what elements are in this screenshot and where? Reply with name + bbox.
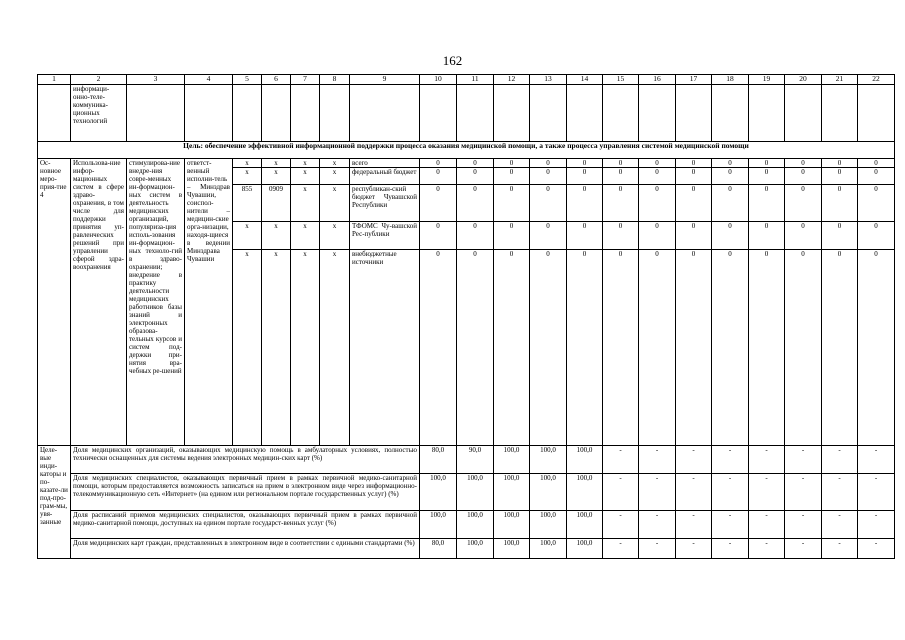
value-cell: - bbox=[749, 474, 785, 511]
value-cell: - bbox=[712, 511, 749, 539]
cell: x bbox=[233, 250, 262, 446]
column-number: 11 bbox=[457, 75, 494, 85]
value-cell: 0 bbox=[494, 250, 530, 446]
value-cell: 0 bbox=[457, 159, 494, 168]
value-cell: 0 bbox=[822, 159, 858, 168]
column-number: 20 bbox=[785, 75, 822, 85]
value-cell: 100,0 bbox=[457, 511, 494, 539]
value-cell: 0 bbox=[676, 222, 712, 250]
cell bbox=[350, 85, 420, 142]
funding-source: федеральный бюджет bbox=[350, 168, 420, 185]
value-cell: 0 bbox=[457, 168, 494, 185]
value-cell: 0 bbox=[822, 222, 858, 250]
cell bbox=[494, 85, 530, 142]
column-number: 10 bbox=[420, 75, 457, 85]
value-cell: 0 bbox=[494, 159, 530, 168]
measure-label: Ос-новное меро-прия-тие 4 bbox=[38, 159, 71, 446]
value-cell: 0 bbox=[457, 250, 494, 446]
value-cell: - bbox=[639, 539, 676, 559]
column-number: 6 bbox=[262, 75, 291, 85]
value-cell: 0 bbox=[603, 185, 639, 222]
value-cell: 0 bbox=[457, 185, 494, 222]
value-cell: 0 bbox=[420, 250, 457, 446]
cell bbox=[185, 85, 233, 142]
value-cell: - bbox=[639, 446, 676, 474]
value-cell: - bbox=[749, 539, 785, 559]
column-number: 3 bbox=[127, 75, 185, 85]
value-cell: 0 bbox=[420, 185, 457, 222]
value-cell: - bbox=[676, 539, 712, 559]
column-number: 19 bbox=[749, 75, 785, 85]
value-cell: 100,0 bbox=[420, 474, 457, 511]
column-number: 17 bbox=[676, 75, 712, 85]
value-cell: - bbox=[785, 446, 822, 474]
value-cell: 80,0 bbox=[420, 539, 457, 559]
funding-source: ТФОМС Чу-вашской Рес-публики bbox=[350, 222, 420, 250]
value-cell: - bbox=[712, 474, 749, 511]
value-cell: - bbox=[858, 446, 895, 474]
value-cell: - bbox=[822, 539, 858, 559]
value-cell: 0 bbox=[603, 250, 639, 446]
value-cell: 100,0 bbox=[567, 474, 603, 511]
indicator-text: Доля медицинских карт граждан, представленных в электронном виде в соответствии с едиными стандартами (%) bbox=[71, 539, 420, 559]
value-cell: - bbox=[785, 511, 822, 539]
goal-text: Цель: обеспечение эффективной информационной поддержки процесса оказания медицинской помощи, а также процесса управления системой медицинской помощи bbox=[38, 142, 895, 159]
value-cell: 0 bbox=[712, 222, 749, 250]
cell: 0909 bbox=[262, 185, 291, 222]
page-number: 162 bbox=[442, 53, 463, 68]
value-cell: 0 bbox=[603, 222, 639, 250]
value-cell: 0 bbox=[494, 168, 530, 185]
cell: x bbox=[291, 222, 320, 250]
cell bbox=[291, 85, 320, 142]
cell bbox=[127, 85, 185, 142]
cell: 855 bbox=[233, 185, 262, 222]
measure-name: Использова-ние инфор-мационных систем в сфере здраво-охранения, в том числе для поддержки принятия уп-равленческих решений при управлении сферой здра-воохранения bbox=[71, 159, 127, 446]
value-cell: - bbox=[603, 446, 639, 474]
value-cell: - bbox=[676, 511, 712, 539]
value-cell: 0 bbox=[749, 222, 785, 250]
value-cell: 0 bbox=[712, 159, 749, 168]
value-cell: 100,0 bbox=[457, 539, 494, 559]
value-cell: - bbox=[712, 446, 749, 474]
funding-source: всего bbox=[350, 159, 420, 168]
value-cell: 0 bbox=[785, 250, 822, 446]
value-cell: - bbox=[676, 446, 712, 474]
value-cell: 0 bbox=[749, 250, 785, 446]
program-table bbox=[37, 74, 895, 559]
value-cell: 100,0 bbox=[530, 539, 567, 559]
value-cell: 0 bbox=[858, 250, 895, 446]
value-cell: 0 bbox=[530, 159, 567, 168]
cell: x bbox=[320, 222, 350, 250]
value-cell: 0 bbox=[639, 168, 676, 185]
cell bbox=[420, 85, 457, 142]
value-cell: 100,0 bbox=[420, 511, 457, 539]
value-cell: 0 bbox=[858, 168, 895, 185]
value-cell: 100,0 bbox=[567, 539, 603, 559]
cell bbox=[712, 85, 749, 142]
value-cell: 0 bbox=[420, 168, 457, 185]
value-cell: 0 bbox=[712, 250, 749, 446]
value-cell: 100,0 bbox=[494, 511, 530, 539]
indicator-row bbox=[38, 511, 895, 539]
value-cell: - bbox=[749, 446, 785, 474]
value-cell: - bbox=[749, 511, 785, 539]
value-cell: 100,0 bbox=[494, 539, 530, 559]
value-cell: 0 bbox=[785, 185, 822, 222]
cell: x bbox=[320, 185, 350, 222]
cell bbox=[749, 85, 785, 142]
value-cell: 0 bbox=[494, 222, 530, 250]
value-cell: - bbox=[822, 474, 858, 511]
value-cell: 100,0 bbox=[530, 511, 567, 539]
cell bbox=[785, 85, 822, 142]
column-number: 5 bbox=[233, 75, 262, 85]
cell: x bbox=[291, 168, 320, 185]
value-cell: - bbox=[858, 511, 895, 539]
value-cell: 0 bbox=[749, 168, 785, 185]
cell: x bbox=[320, 159, 350, 168]
value-cell: 0 bbox=[567, 250, 603, 446]
cell bbox=[457, 85, 494, 142]
value-cell: 0 bbox=[676, 168, 712, 185]
cell: x bbox=[233, 159, 262, 168]
value-cell: 0 bbox=[822, 168, 858, 185]
value-cell: 0 bbox=[822, 250, 858, 446]
column-number: 1 bbox=[38, 75, 71, 85]
cell bbox=[530, 85, 567, 142]
cell: x bbox=[291, 250, 320, 446]
value-cell: 0 bbox=[676, 185, 712, 222]
value-cell: 0 bbox=[567, 168, 603, 185]
value-cell: 0 bbox=[420, 159, 457, 168]
value-cell: 100,0 bbox=[457, 474, 494, 511]
value-cell: 0 bbox=[749, 185, 785, 222]
value-cell: 0 bbox=[858, 222, 895, 250]
cell: x bbox=[233, 168, 262, 185]
column-number: 7 bbox=[291, 75, 320, 85]
measure-description: стимулирова-ние внедре-ния совре-менных ин-формацион-ных систем в деятельность медицинских организаций, популяриза-ция исполь-зования ин-формацион-ных техноло-гий в здраво-охранении; внедрение в практику деятельности медицинских работников базы знаний и электронных образова-тельных курсов и систем под-держки при-нятия вра-чебных ре-шений bbox=[127, 159, 185, 446]
cell: x bbox=[320, 250, 350, 446]
value-cell: 0 bbox=[530, 168, 567, 185]
value-cell: 100,0 bbox=[530, 474, 567, 511]
value-cell: 0 bbox=[676, 159, 712, 168]
table-row bbox=[38, 85, 895, 142]
cell bbox=[822, 85, 858, 142]
value-cell: 0 bbox=[603, 168, 639, 185]
cell bbox=[233, 85, 262, 142]
value-cell: - bbox=[603, 511, 639, 539]
value-cell: - bbox=[676, 474, 712, 511]
value-cell: 80,0 bbox=[420, 446, 457, 474]
value-cell: - bbox=[603, 539, 639, 559]
column-number: 12 bbox=[494, 75, 530, 85]
value-cell: - bbox=[785, 539, 822, 559]
cell bbox=[262, 85, 291, 142]
column-number: 9 bbox=[350, 75, 420, 85]
value-cell: - bbox=[603, 474, 639, 511]
value-cell: - bbox=[712, 539, 749, 559]
cell bbox=[676, 85, 712, 142]
cell bbox=[858, 85, 895, 142]
indicator-text: Доля медицинских специалистов, оказывающих первичный прием в рамках первичной медико-санитарной помощи, которым предоставляется возможность записаться на прием в электронном виде через информационно-телекоммуникационную сеть «Интернет» (на едином или региональном портале государственных услуг) (%) bbox=[71, 474, 420, 511]
value-cell: 0 bbox=[567, 185, 603, 222]
value-cell: 0 bbox=[676, 250, 712, 446]
cell: x bbox=[291, 185, 320, 222]
cell: x bbox=[262, 168, 291, 185]
value-cell: - bbox=[639, 511, 676, 539]
value-cell: 100,0 bbox=[494, 446, 530, 474]
value-cell: 0 bbox=[494, 185, 530, 222]
value-cell: 0 bbox=[785, 159, 822, 168]
cell bbox=[320, 85, 350, 142]
value-cell: 0 bbox=[785, 222, 822, 250]
value-cell: - bbox=[785, 474, 822, 511]
cell: x bbox=[262, 222, 291, 250]
column-number: 8 bbox=[320, 75, 350, 85]
indicator-text: Доля медицинских организаций, оказывающих медицинскую помощь в амбулаторных условиях, полностью технически оснащенных для системы ведения электронных медицин-ских карт (%) bbox=[71, 446, 420, 474]
value-cell: - bbox=[822, 446, 858, 474]
value-cell: 0 bbox=[567, 159, 603, 168]
cell: x bbox=[262, 250, 291, 446]
cell: x bbox=[262, 159, 291, 168]
column-number: 15 bbox=[603, 75, 639, 85]
value-cell: 0 bbox=[639, 222, 676, 250]
cell bbox=[38, 85, 71, 142]
value-cell: 0 bbox=[603, 159, 639, 168]
value-cell: 0 bbox=[567, 222, 603, 250]
column-number: 22 bbox=[858, 75, 895, 85]
value-cell: 0 bbox=[712, 185, 749, 222]
value-cell: 0 bbox=[530, 222, 567, 250]
cell: x bbox=[233, 222, 262, 250]
value-cell: 100,0 bbox=[567, 446, 603, 474]
value-cell: 0 bbox=[530, 185, 567, 222]
cell: информаци-онно-теле-коммуника-ционных технологий bbox=[71, 85, 127, 142]
column-number: 13 bbox=[530, 75, 567, 85]
goal-row bbox=[38, 142, 895, 159]
indicator-row bbox=[38, 474, 895, 511]
value-cell: 0 bbox=[639, 250, 676, 446]
cell: x bbox=[320, 168, 350, 185]
cell: x bbox=[291, 159, 320, 168]
funding-source: республикан-ский бюджет Чувашской Республики bbox=[350, 185, 420, 222]
value-cell: 0 bbox=[639, 185, 676, 222]
indicator-row bbox=[38, 446, 895, 474]
column-number: 4 bbox=[185, 75, 233, 85]
value-cell: 0 bbox=[858, 159, 895, 168]
value-cell: 90,0 bbox=[457, 446, 494, 474]
value-cell: 0 bbox=[749, 159, 785, 168]
value-cell: 100,0 bbox=[567, 511, 603, 539]
table-row bbox=[38, 159, 895, 168]
value-cell: 0 bbox=[530, 250, 567, 446]
column-number: 21 bbox=[822, 75, 858, 85]
value-cell: - bbox=[858, 539, 895, 559]
funding-source: внебюджетные источники bbox=[350, 250, 420, 446]
indicators-label: Целе-вые инди-каторы и по-казате-ли под-про-грам-мы, увя-занные bbox=[38, 446, 71, 559]
cell bbox=[603, 85, 639, 142]
value-cell: 100,0 bbox=[494, 474, 530, 511]
value-cell: 0 bbox=[457, 222, 494, 250]
column-number: 14 bbox=[567, 75, 603, 85]
column-number: 2 bbox=[71, 75, 127, 85]
value-cell: 100,0 bbox=[530, 446, 567, 474]
responsible-executor: ответст-венный исполни-тель – Минздрав Чувашии, соиспол-нители – медицин-ские орга-низации, находя-щиеся в ведении Минздрава Чувашии bbox=[185, 159, 233, 446]
value-cell: - bbox=[822, 511, 858, 539]
column-number-row bbox=[38, 75, 895, 85]
value-cell: - bbox=[858, 474, 895, 511]
value-cell: 0 bbox=[822, 185, 858, 222]
indicator-text: Доля расписаний приемов медицинских специалистов, оказывающих первичный прием в рамках первичной медико-санитарной помощи, доступных на едином портале государст-венных услуг (%) bbox=[71, 511, 420, 539]
cell bbox=[567, 85, 603, 142]
value-cell: 0 bbox=[785, 168, 822, 185]
value-cell: 0 bbox=[858, 185, 895, 222]
value-cell: - bbox=[639, 474, 676, 511]
column-number: 18 bbox=[712, 75, 749, 85]
column-number: 16 bbox=[639, 75, 676, 85]
cell bbox=[639, 85, 676, 142]
value-cell: 0 bbox=[639, 159, 676, 168]
indicator-row bbox=[38, 539, 895, 559]
value-cell: 0 bbox=[712, 168, 749, 185]
value-cell: 0 bbox=[420, 222, 457, 250]
